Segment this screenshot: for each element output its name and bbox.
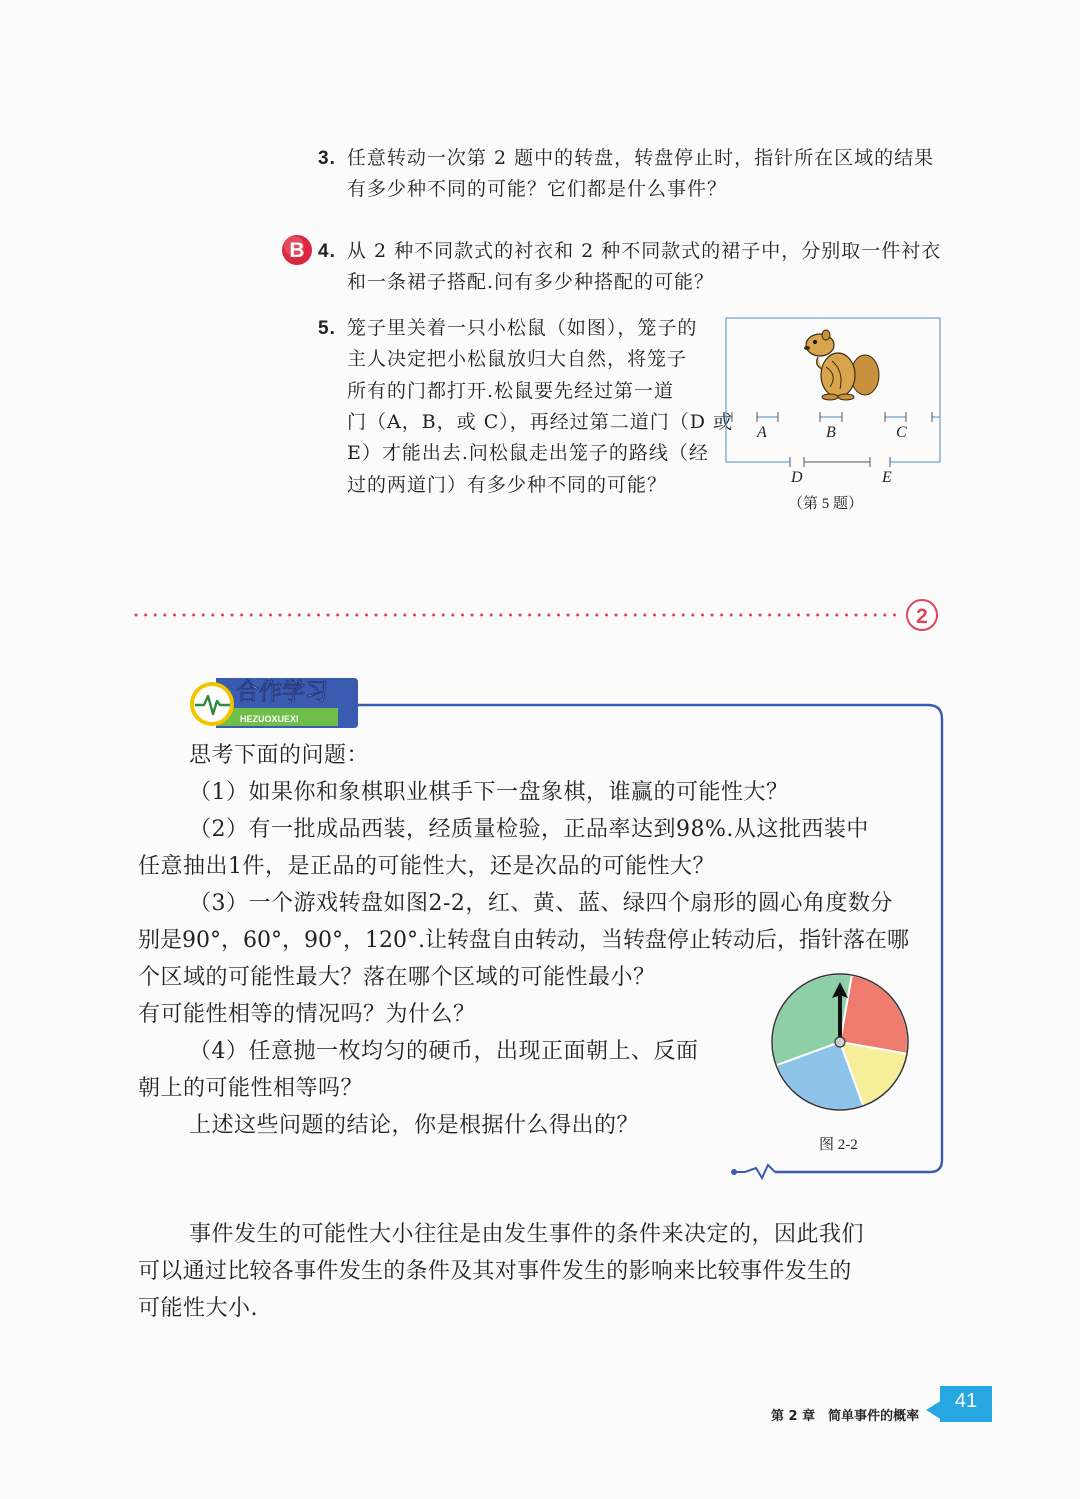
coop-line: 个区域的可能性最大？落在哪个区域的可能性最小？	[138, 965, 656, 990]
exercise-number: 3.	[318, 148, 336, 169]
door-label-e: E	[882, 469, 892, 486]
coop-line: （4）任意抛一枚均匀的硬币，出现正面朝上、反面	[189, 1039, 699, 1064]
coop-line: 上述这些问题的结论，你是根据什么得出的？	[189, 1113, 640, 1138]
squirrel-icon	[804, 330, 879, 400]
coop-subtitle: HEZUOXUEXI	[240, 714, 299, 724]
coop-line: 有可能性相等的情况吗？为什么？	[138, 1002, 476, 1027]
exercise-line: 笼子里关着一只小松鼠（如图），笼子的	[346, 317, 698, 339]
coop-title: 合作学习	[236, 679, 328, 705]
level-b-badge	[280, 233, 316, 267]
exercise-line: 所有的门都打开.松鼠要先经过第一道	[347, 380, 675, 402]
door-label-b: B	[826, 424, 836, 441]
figure-caption: （第 5 题）	[788, 496, 864, 512]
door-c-gate	[842, 412, 885, 422]
exercise-line: 门（A，B，或 C），再经过第二道门（D 或	[347, 411, 734, 433]
coop-header-badge	[186, 672, 366, 732]
exercise-line: 有多少种不同的可能？它们都是什么事件？	[347, 178, 728, 200]
spinner-hub	[835, 1037, 845, 1047]
exercise-number: 4.	[318, 241, 336, 262]
coop-line: （2）有一批成品西装，经质量检验，正品率达到98%.从这批西装中	[189, 817, 869, 842]
door-label-a: A	[757, 424, 767, 441]
exercise-line: 主人决定把小松鼠放归大自然，将笼子	[347, 348, 688, 370]
exercise-line: 和一条裙子搭配.问有多少种搭配的可能？	[347, 271, 715, 293]
exercise-4	[318, 236, 941, 267]
exercise-line: 过的两道门）有多少种不同的可能？	[347, 474, 668, 496]
spinner-caption: 图 2-2	[819, 1137, 858, 1153]
coop-line: 朝上的可能性相等吗？	[138, 1076, 364, 1101]
door-b-gate	[778, 412, 820, 422]
coop-line: （3）一个游戏转盘如图2-2，红、黄、蓝、绿四个扇形的圆心角度数分	[189, 891, 893, 916]
exercise-number: 5.	[318, 318, 336, 339]
cage-figure	[720, 315, 946, 467]
coop-line: 任意抽出1件，是正品的可能性大，还是次品的可能性大？	[138, 854, 715, 879]
exercise-line: 任意转动一次第 2 题中的转盘，转盘停止时，指针所在区域的结果	[346, 147, 935, 169]
level-badge-letter: B	[289, 239, 305, 262]
conclusion-line: 事件发生的可能性大小往往是由发生事件的条件来决定的，因此我们	[189, 1222, 865, 1247]
exercise-5	[318, 313, 697, 344]
coop-intro: 思考下面的问题：	[189, 743, 370, 768]
door-right-gate	[906, 412, 932, 422]
exercise-3	[318, 143, 934, 174]
spinner-figure	[768, 970, 912, 1114]
page-number: 41	[954, 1390, 978, 1412]
exercise-line: E）才能出去.问松鼠走出笼子的路线（经	[347, 442, 709, 464]
door-a-gate	[732, 412, 757, 422]
coop-line: （1）如果你和象棋职业棋手下一盘象棋，谁赢的可能性大？	[189, 780, 789, 805]
door-label-c: C	[896, 424, 907, 441]
door-label-d: D	[791, 469, 803, 486]
footer-chapter: 第 2 章 简单事件的概率	[771, 1409, 920, 1424]
section-divider	[134, 596, 946, 636]
conclusion-line: 可能性大小.	[138, 1296, 258, 1321]
section-number: 2	[916, 605, 928, 628]
coop-line: 别是90°，60°，90°，120°.让转盘自由转动，当转盘停止转动后，指针落在哪	[138, 928, 909, 953]
conclusion-line: 可以通过比较各事件发生的条件及其对事件发生的影响来比较事件发生的	[138, 1259, 852, 1284]
exercise-line: 从 2 种不同款式的衬衣和 2 种不同款式的裙子中，分别取一件衬衣	[346, 240, 942, 262]
